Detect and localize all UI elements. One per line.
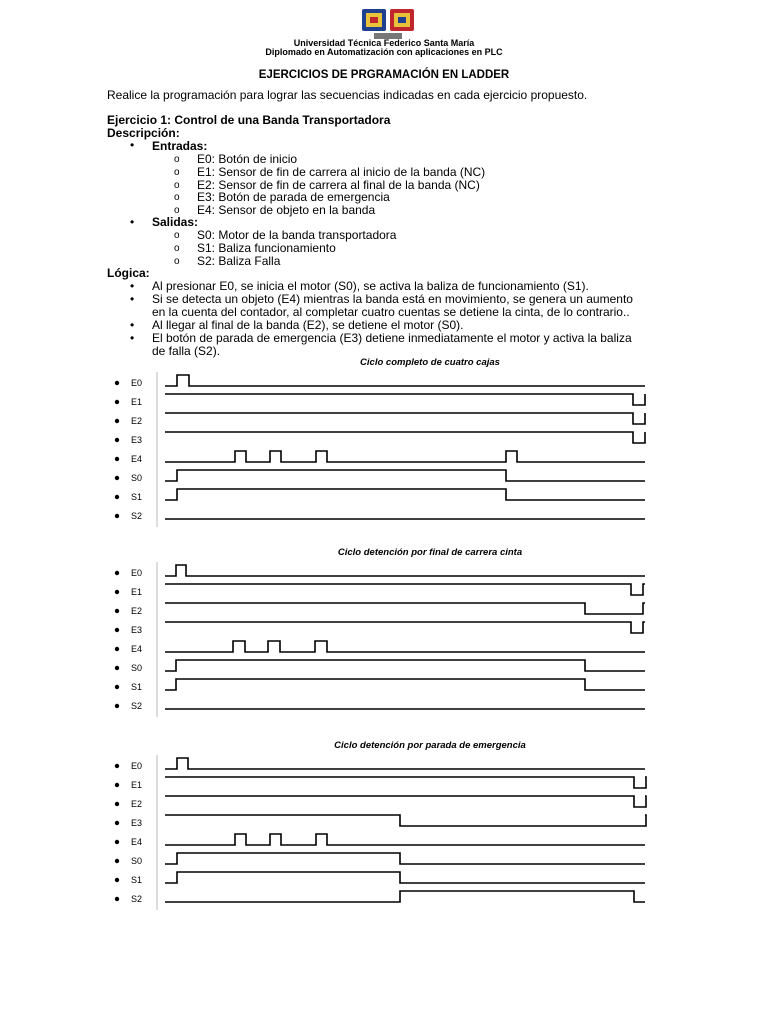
circle-bullet: o <box>174 230 180 241</box>
signal-waveform-e2 <box>165 603 645 614</box>
signal-label-s1: S1 <box>131 492 143 502</box>
university-crest-logo <box>360 8 416 40</box>
logic-item-continuation: de falla (S2). <box>152 344 221 358</box>
signal-label-e0: E0 <box>131 378 143 388</box>
signal-label-e2: E2 <box>131 416 143 426</box>
signal-bullet <box>115 590 119 594</box>
signal-bullet <box>115 685 119 689</box>
input-item: E0: Botón de inicio <box>197 152 298 166</box>
signal-label-e0: E0 <box>131 761 143 771</box>
bullet: • <box>130 331 135 345</box>
circle-bullet: o <box>174 243 180 254</box>
circle-bullet: o <box>174 192 180 203</box>
inputs-label: Entradas: <box>152 139 208 153</box>
bullet: • <box>130 292 135 306</box>
signal-waveform-s0 <box>165 470 645 481</box>
output-item: S2: Baliza Falla <box>197 254 281 268</box>
diploma-name: Diplomado en Automatización con aplicaciones en PLC <box>265 47 503 57</box>
signal-label-s0: S0 <box>131 663 143 673</box>
signal-bullet <box>115 419 119 423</box>
signal-label-s0: S0 <box>131 856 143 866</box>
signal-waveform-e3 <box>165 815 646 826</box>
timing-diagram <box>0 751 768 921</box>
signal-waveform-e3 <box>165 622 645 633</box>
signal-label-e4: E4 <box>131 644 143 654</box>
signal-bullet <box>115 457 119 461</box>
outputs-label: Salidas: <box>152 215 199 229</box>
logic-item: Al llegar al final de la banda (E2), se detiene el motor (S0). <box>152 318 464 332</box>
signal-waveform-e1 <box>165 394 645 405</box>
logic-item: Al presionar E0, se inicia el motor (S0), se activa la baliza de funcionamiento (S1). <box>152 279 589 293</box>
signal-label-s1: S1 <box>131 875 143 885</box>
output-item: S0: Motor de la banda transportadora <box>197 228 397 242</box>
input-item: E4: Sensor de objeto en la banda <box>197 203 376 217</box>
timing-diagram-title: Ciclo completo de cuatro cajas <box>360 357 500 368</box>
signal-label-s2: S2 <box>131 701 143 711</box>
signal-bullet <box>115 438 119 442</box>
signal-waveform-e3 <box>165 432 645 443</box>
signal-label-e3: E3 <box>131 625 143 635</box>
signal-bullet <box>115 878 119 882</box>
signal-bullet <box>115 400 119 404</box>
signal-waveform-s0 <box>165 660 645 671</box>
signal-bullet <box>115 764 119 768</box>
circle-bullet: o <box>174 256 180 267</box>
logic-item-continuation: en la cuenta del contador, al completar cuatro cuentas se detiene la cinta, de lo contrario.. <box>152 305 630 319</box>
bullet: • <box>130 215 135 229</box>
signal-waveform-s0 <box>165 853 645 864</box>
signal-label-s2: S2 <box>131 511 143 521</box>
signal-label-s1: S1 <box>131 682 143 692</box>
signal-bullet <box>115 802 119 806</box>
signal-label-e4: E4 <box>131 454 143 464</box>
signal-label-e1: E1 <box>131 397 143 407</box>
signal-bullet <box>115 609 119 613</box>
timing-diagram <box>0 368 768 538</box>
circle-bullet: o <box>174 167 180 178</box>
signal-label-e1: E1 <box>131 587 143 597</box>
input-item: E1: Sensor de fin de carrera al inicio de la banda (NC) <box>197 165 486 179</box>
signal-waveform-e1 <box>165 777 646 788</box>
signal-bullet <box>115 628 119 632</box>
bullet: • <box>130 279 135 293</box>
exercise-heading: Ejercicio 1: Control de una Banda Transportadora <box>107 113 391 127</box>
signal-waveform-e0 <box>165 758 645 769</box>
signal-bullet <box>115 840 119 844</box>
timing-diagram-title: Ciclo detención por parada de emergencia <box>334 740 526 751</box>
logic-label: Lógica: <box>107 266 150 280</box>
intro-text: Realice la programación para lograr las secuencias indicadas en cada ejercicio propuesto. <box>107 88 588 102</box>
signal-bullet <box>115 647 119 651</box>
output-item: S1: Baliza funcionamiento <box>197 241 336 255</box>
signal-bullet <box>115 783 119 787</box>
timing-diagram <box>0 558 768 728</box>
signal-label-e2: E2 <box>131 606 143 616</box>
signal-waveform-e2 <box>165 413 645 424</box>
signal-waveform-e1 <box>165 584 645 595</box>
description-label: Descripción: <box>107 126 180 140</box>
university-name: Universidad Técnica Federico Santa María <box>293 38 475 48</box>
timing-diagram-title: Ciclo detención por final de carrera cinta <box>337 547 523 558</box>
circle-bullet: o <box>174 154 180 165</box>
signal-bullet <box>115 859 119 863</box>
signal-waveform-e4 <box>165 641 645 652</box>
signal-label-e2: E2 <box>131 799 143 809</box>
signal-label-e4: E4 <box>131 837 143 847</box>
circle-bullet: o <box>174 180 180 191</box>
signal-waveform-e2 <box>165 796 646 807</box>
signal-waveform-s1 <box>165 679 645 690</box>
bullet: • <box>130 318 135 332</box>
page-title: EJERCICIOS DE PRGRAMACIÓN EN LADDER <box>258 69 510 81</box>
signal-bullet <box>115 704 119 708</box>
signal-bullet <box>115 666 119 670</box>
signal-label-e3: E3 <box>131 435 143 445</box>
signal-label-s0: S0 <box>131 473 143 483</box>
signal-bullet <box>115 571 119 575</box>
bullet: • <box>130 138 135 152</box>
signal-waveform-e4 <box>165 834 645 845</box>
signal-waveform-s2 <box>165 891 645 902</box>
signal-waveform-e0 <box>165 375 645 386</box>
signal-waveform-e0 <box>165 565 645 576</box>
signal-label-e0: E0 <box>131 568 143 578</box>
signal-bullet <box>115 821 119 825</box>
signal-bullet <box>115 381 119 385</box>
signal-waveform-s1 <box>165 489 645 500</box>
signal-label-e3: E3 <box>131 818 143 828</box>
signal-bullet <box>115 897 119 901</box>
logic-item: Si se detecta un objeto (E4) mientras la banda está en movimiento, se genera un aumento <box>152 292 633 306</box>
input-item: E3: Botón de parada de emergencia <box>197 190 390 204</box>
signal-waveform-s1 <box>165 872 645 883</box>
signal-label-s2: S2 <box>131 894 143 904</box>
signal-bullet <box>115 514 119 518</box>
signal-bullet <box>115 476 119 480</box>
signal-waveform-e4 <box>165 451 645 462</box>
signal-bullet <box>115 495 119 499</box>
signal-label-e1: E1 <box>131 780 143 790</box>
logic-item: El botón de parada de emergencia (E3) detiene inmediatamente el motor y activa la baliza <box>152 331 632 345</box>
input-item: E2: Sensor de fin de carrera al final de la banda (NC) <box>197 178 480 192</box>
circle-bullet: o <box>174 205 180 216</box>
